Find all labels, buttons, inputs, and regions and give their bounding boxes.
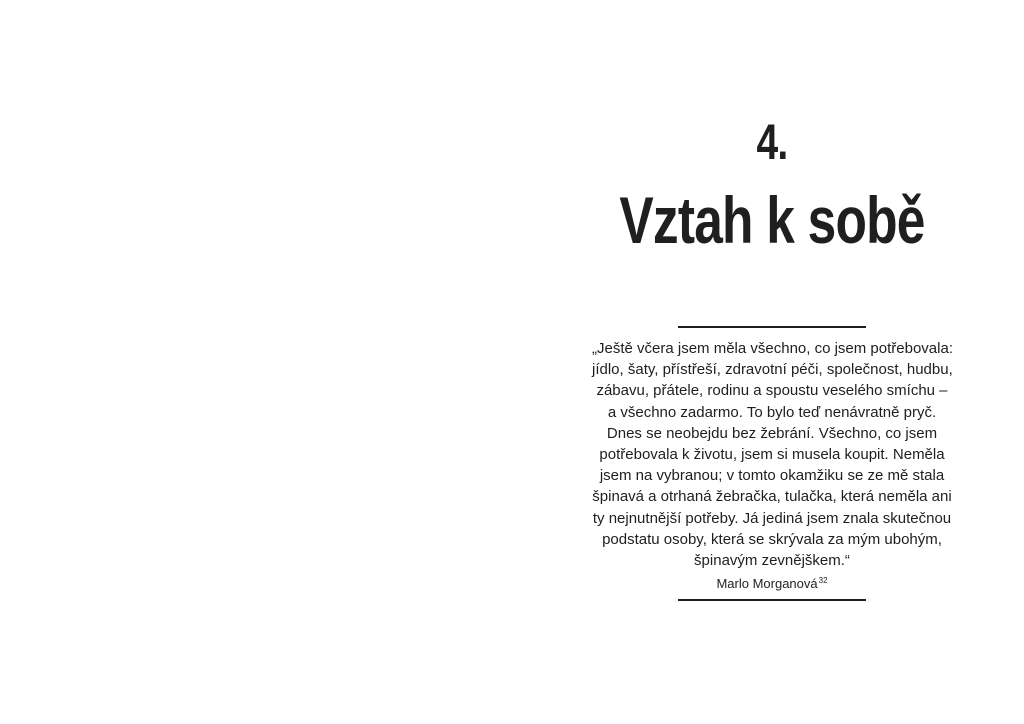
epigraph-line: „Ještě včera jsem měla všechno, co jsem potřebovala: [592, 340, 953, 357]
epigraph-quote [592, 338, 952, 571]
attribution-author: Marlo Morganová [716, 576, 818, 591]
epigraph-line: jídlo, šaty, přístřeší, zdravotní péči, společnost, hudbu, [592, 361, 953, 379]
epigraph-line: ty nejnutnější potřeby. Já jediná jsem znala skutečnou [592, 509, 952, 527]
epigraph-line: potřebovala k životu, jsem si musela koupit. Neměla [599, 446, 945, 464]
epigraph-line: špinavým zevnějškem.“ [694, 552, 850, 570]
right-page [512, 0, 1024, 724]
footnote-marker: 32 [818, 576, 828, 585]
epigraph-line: Dnes se neobejdu bez žebrání. Všechno, co jsem [606, 424, 938, 442]
epigraph-line: podstatu osoby, která se skrývala za mým ubohým, [602, 530, 942, 548]
chapter-title: Vztah k sobě [619, 183, 925, 257]
epigraph-line: a všechno zadarmo. To bylo teď nenávratně pryč. [607, 403, 937, 421]
epigraph-line: jsem na vybranou; v tomto okamžiku se ze mě stala [599, 467, 945, 485]
epigraph-bottom-rule [678, 599, 866, 601]
epigraph-line: špinavá a otrhaná žebračka, tulačka, která neměla ani [592, 488, 952, 506]
epigraph-top-rule [678, 326, 866, 328]
chapter-number: 4. [756, 114, 788, 170]
epigraph-line: zábavu, přátele, rodinu a spoustu veselého smíchu – [596, 382, 948, 400]
epigraph-attribution [592, 572, 952, 593]
